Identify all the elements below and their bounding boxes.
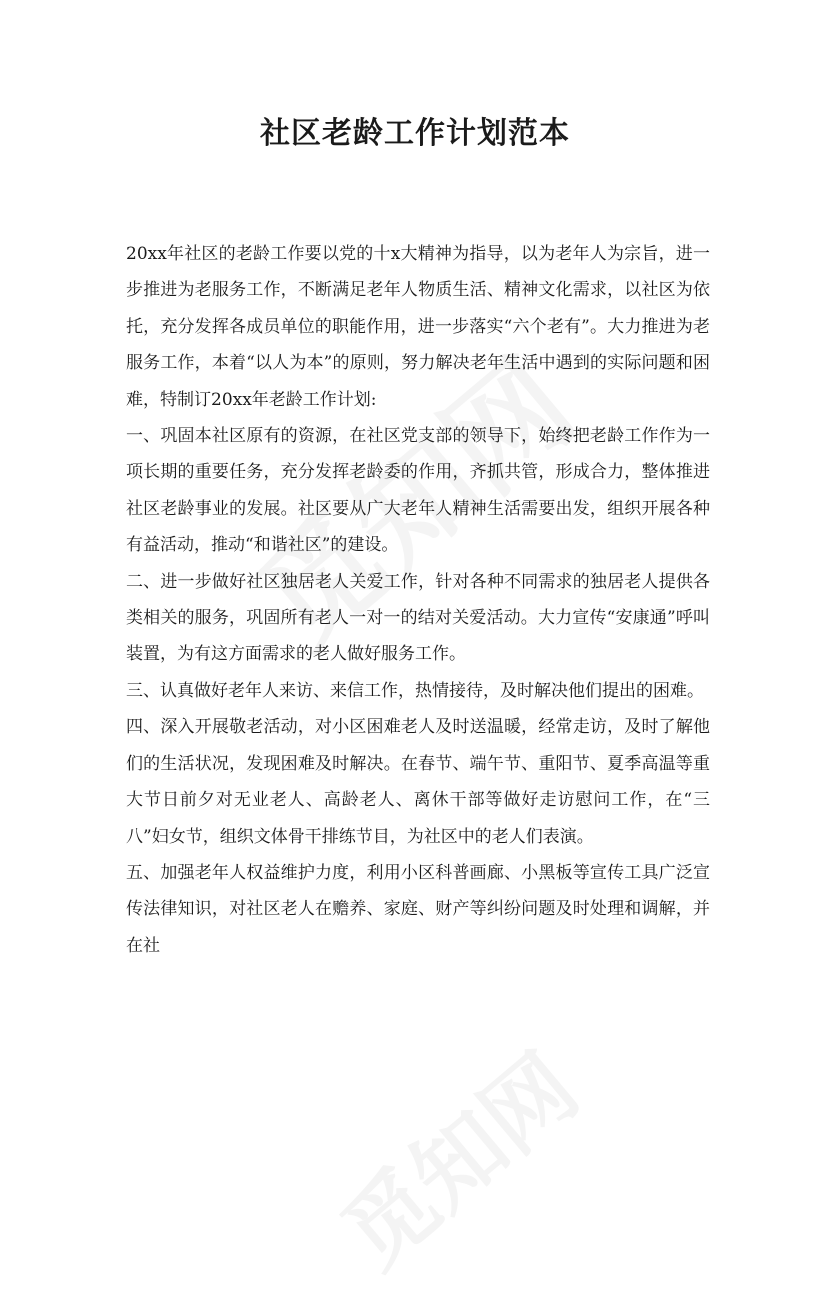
paragraph-intro: 20xx年社区的老龄工作要以党的十x大精神为指导，以为老年人为宗旨，进一步推进为老服务工作，不断满足老年人物质生活、精神文化需求，以社区为依托，充分发挥各成员单位的职能作用，进一步落实“六个老有”。大力推进为老服务工作，本着“以人为本”的原则，努力解决老年生活中遇到的实际问题和困难，特制订20xx年老龄工作计划: bbox=[126, 244, 710, 410]
paragraph-item-1: 一、巩固本社区原有的资源，在社区党支部的领导下，始终把老龄工作作为一项长期的重要任务，充分发挥老龄委的作用，齐抓共管，形成合力，整体推进社区老龄事业的发展。社区要从广大老年人精神生活需要出发，组织开展各种有益活动，推动“和谐社区”的建设。 bbox=[126, 426, 710, 556]
watermark-bottom bbox=[310, 1018, 600, 1291]
document-body bbox=[126, 236, 710, 964]
paragraph-item-3: 三、认真做好老年人来访、来信工作，热情接待，及时解决他们提出的困难。 bbox=[126, 680, 704, 701]
paragraph-item-4: 四、深入开展敬老活动，对小区困难老人及时送温暖，经常走访，及时了解他们的生活状况，发现困难及时解决。在春节、端午节、重阳节、夏季高温等重大节日前夕对无业老人、高龄老人、离休干部等做好走访慰问工作，在“三八”妇女节，组织文体骨干排练节目，为社区中的老人们表演。 bbox=[126, 717, 710, 847]
paragraph-item-2: 二、进一步做好社区独居老人关爱工作，针对各种不同需求的独居老人提供各类相关的服务，巩固所有老人一对一的结对关爱活动。大力宣传“安康通”呼叫装置，为有这方面需求的老人做好服务工作。 bbox=[126, 571, 710, 665]
document-title: 社区老龄工作计划范本 bbox=[260, 116, 570, 151]
paragraph-item-5: 五、加强老年人权益维护力度，利用小区科普画廊、小黑板等宣传工具广泛宣传法律知识，对社区老人在赡养、家庭、财产等纠纷问题及时处理和调解，并在社 bbox=[126, 862, 710, 956]
